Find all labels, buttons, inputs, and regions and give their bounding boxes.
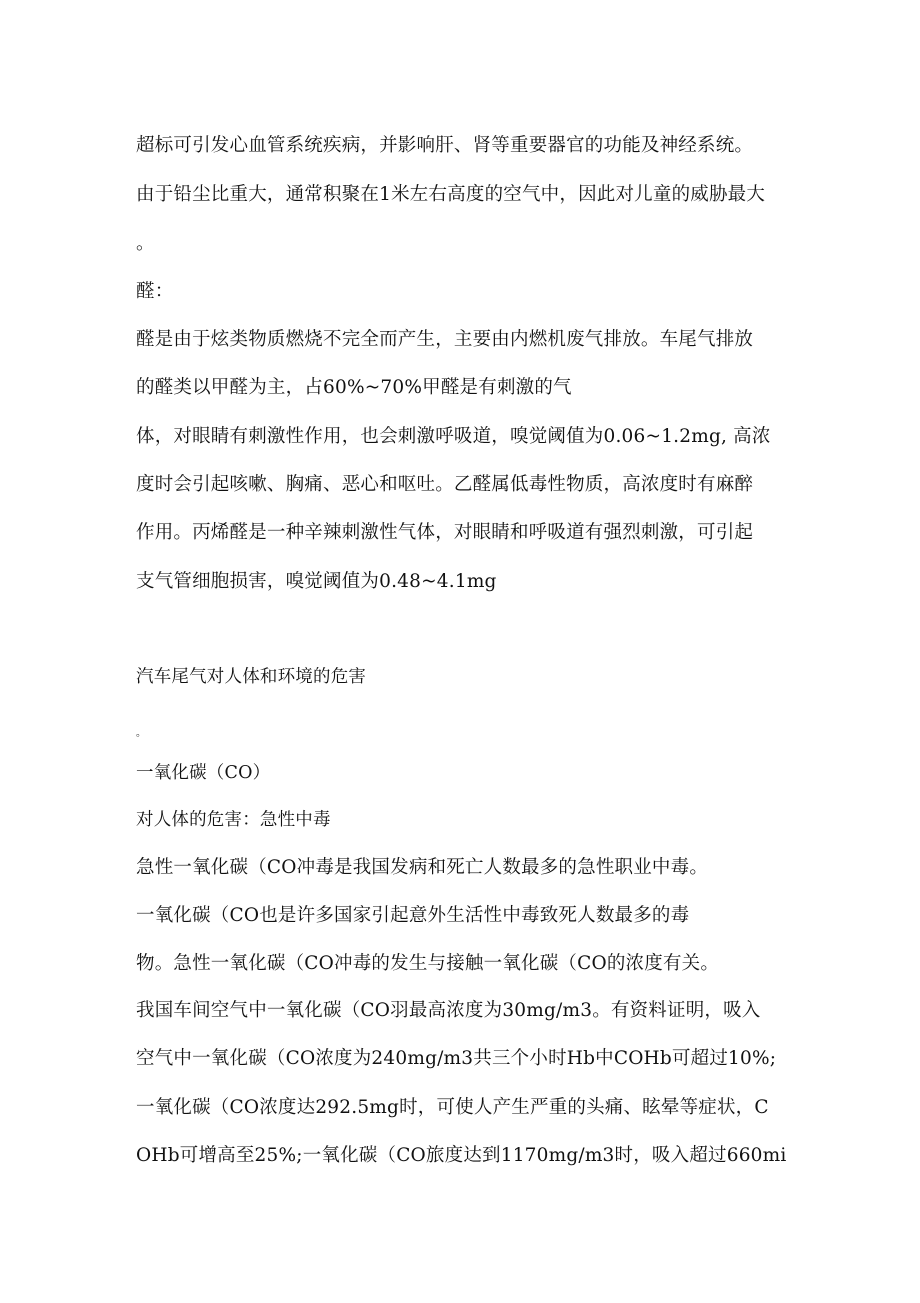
text-line-17: 物。急性一氧化碳（CO冲毒的发生与接触一氧化碳（CO的浓度有关。: [136, 953, 720, 974]
text-line-15: 急性一氧化碳（CO冲毒是我国发病和死亡人数最多的急性职业中毒。: [136, 857, 709, 878]
text-line-2: 由于铅尘比重大，通常积聚在1米左右高度的空气中，因此对儿童的威胁最大: [136, 184, 766, 205]
text-line-6: 的醛类以甲醛为主，占60%~70%甲醛是有刺激的气: [136, 377, 572, 398]
text-line-10: 支气管细胞损害，嗅觉阈值为0.48~4.1mg: [136, 571, 497, 592]
section-heading-co: 一氧化碳（CO）: [136, 763, 271, 783]
text-line-3: 。: [136, 233, 155, 254]
text-line-20: 一氧化碳（CO浓度达292.5mg时，可使人产生严重的头痛、眩晕等症状，C: [136, 1097, 769, 1118]
section-heading-hazards: 汽车尾气对人体和环境的危害: [136, 667, 367, 687]
text-line-18: 我国车间空气中一氧化碳（CO羽最高浓度为30mg/m3。有资料证明，吸入: [136, 1000, 761, 1021]
text-line-21: OHb可增高至25%;一氧化碳（CO旅度达到1170mg/m3时，吸入超过660mi: [136, 1145, 787, 1166]
subheading-acute-poisoning: 对人体的危害：急性中毒: [136, 810, 331, 830]
text-line-12: 。: [136, 728, 147, 739]
text-line-5: 醛是由于炫类物质燃烧不完全而产生，主要由内燃机废气排放。车尾气排放: [136, 329, 754, 350]
text-line-9: 作用。丙烯醛是一种辛辣刺激性气体，对眼睛和呼吸道有强烈刺激，可引起: [136, 522, 754, 543]
text-line-1: 超标可引发心血管系统疾病，并影响肝、肾等重要器官的功能及神经系统。: [136, 135, 754, 156]
section-heading-aldehyde: 醛：: [136, 281, 174, 302]
text-line-7: 体，对眼睛有刺激性作用，也会刺激呼吸道，嗅觉阈值为0.06~1.2mg, 高浓: [136, 426, 771, 447]
text-line-8: 度时会引起咳嗽、胸痛、恶心和呕吐。乙醛属低毒性物质，高浓度时有麻醉: [136, 474, 754, 495]
text-line-19: 空气中一氧化碳（CO浓度为240mg/m3共三个小时Hb中COHb可超过10%;: [136, 1048, 777, 1069]
text-line-16: 一氧化碳（CO也是许多国家引起意外生活性中毒致死人数最多的毒: [136, 905, 690, 926]
